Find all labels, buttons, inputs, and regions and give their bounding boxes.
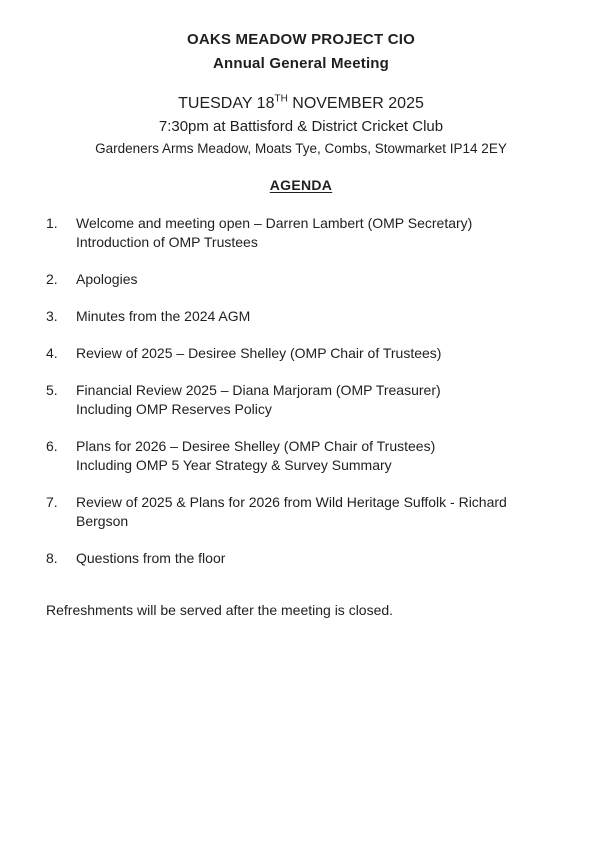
agenda-item xyxy=(46,344,556,363)
agenda-item-text xyxy=(76,307,250,326)
agenda-item xyxy=(46,270,556,289)
document-subtitle: Annual General Meeting xyxy=(212,55,390,72)
agenda-item-line: Plans for 2026 – Desiree Shelley (OMP Chair of Trustees) xyxy=(76,438,436,454)
footer-note: Refreshments will be served after the meeting is closed. xyxy=(46,602,394,618)
meeting-venue: 7:30pm at Battisford & District Cricket Club xyxy=(158,118,444,135)
agenda-item-line: Including OMP 5 Year Strategy & Survey Summary xyxy=(76,457,392,473)
agenda-heading: AGENDA xyxy=(269,177,333,193)
agenda-item-number: 4. xyxy=(46,345,58,361)
agenda-item-number: 2. xyxy=(46,271,58,287)
agenda-item-text xyxy=(76,344,441,363)
agenda-item xyxy=(46,214,556,252)
agenda-item-text xyxy=(76,493,507,531)
agenda-item-line: Including OMP Reserves Policy xyxy=(76,401,272,417)
agenda-item-text xyxy=(76,214,472,252)
agenda-item-text xyxy=(76,437,435,475)
agenda-item-line: Apologies xyxy=(76,271,138,287)
agenda-item-line: Welcome and meeting open – Darren Lambert (OMP Secretary) xyxy=(76,215,473,231)
agenda-item-text xyxy=(76,381,441,419)
agenda-item-text xyxy=(76,270,138,289)
agenda-item-number: 8. xyxy=(46,550,58,566)
agenda-item-line: Minutes from the 2024 AGM xyxy=(76,308,251,324)
agenda-item-number: 1. xyxy=(46,215,58,231)
agenda-item xyxy=(46,381,556,419)
agenda-item-line: Introduction of OMP Trustees xyxy=(76,234,258,250)
agenda-item-number: 3. xyxy=(46,308,58,324)
meeting-date xyxy=(46,92,556,116)
meeting-date-ordinal: TH xyxy=(274,93,288,105)
document-title: OAKS MEADOW PROJECT CIO xyxy=(187,31,415,48)
agenda-item xyxy=(46,549,556,568)
meeting-address: Gardeners Arms Meadow, Moats Tye, Combs, Stowmarket IP14 2EY xyxy=(95,141,507,156)
agenda-item xyxy=(46,437,556,475)
agenda-item-number: 7. xyxy=(46,494,58,510)
agenda-list xyxy=(46,214,556,568)
agenda-item-line: Bergson xyxy=(76,513,129,529)
agenda-item-number: 5. xyxy=(46,382,58,398)
meeting-date-suffix: NOVEMBER 2025 xyxy=(287,95,424,112)
agenda-item-line: Questions from the floor xyxy=(76,550,226,566)
agenda-item-line: Review of 2025 – Desiree Shelley (OMP Chair of Trustees) xyxy=(76,345,442,361)
agenda-item xyxy=(46,307,556,326)
agenda-item-line: Financial Review 2025 – Diana Marjoram (OMP Treasurer) xyxy=(76,382,441,398)
agenda-item xyxy=(46,493,556,531)
agenda-item-text xyxy=(76,549,225,568)
agenda-item-line: Review of 2025 & Plans for 2026 from Wild Heritage Suffolk - Richard xyxy=(76,494,507,510)
meeting-date-prefix: TUESDAY 18 xyxy=(178,95,275,112)
agenda-item-number: 6. xyxy=(46,438,58,454)
